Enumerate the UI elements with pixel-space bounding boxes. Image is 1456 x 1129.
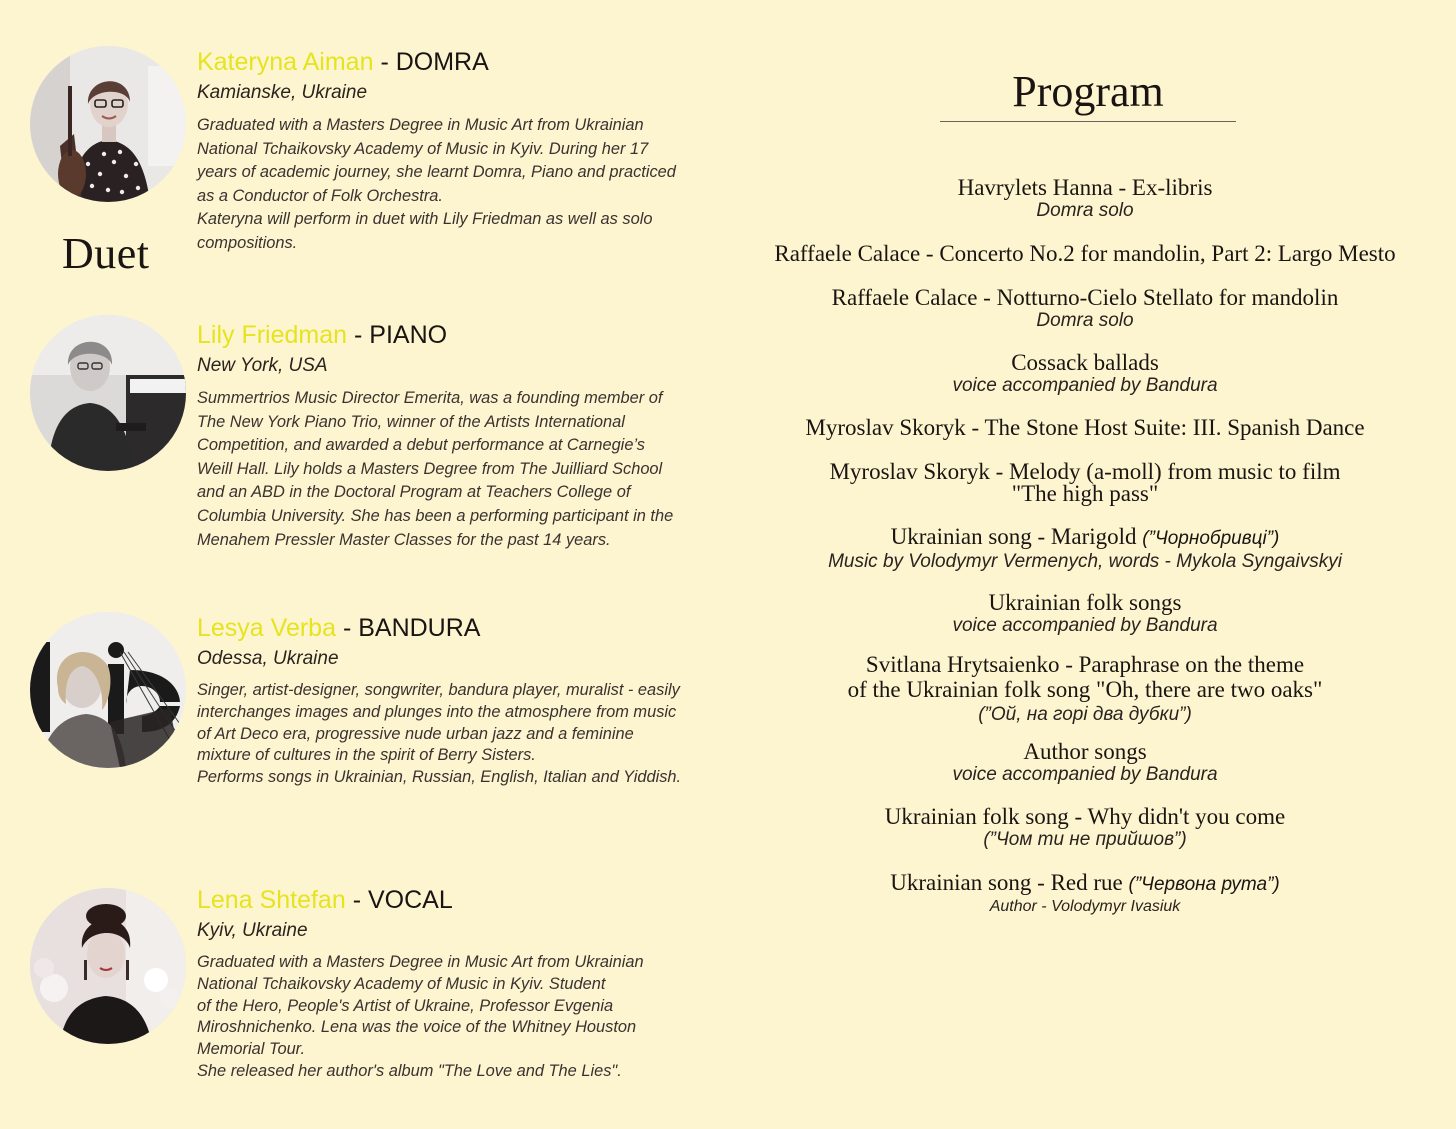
name-separator: - — [345, 886, 368, 914]
bio-line: years of academic journey, she learnt Domra, Piano and practiced — [197, 163, 676, 182]
program-item — [740, 241, 1430, 266]
performer-card — [30, 884, 730, 1094]
program-item — [740, 652, 1430, 726]
program-item-subtitle: voice accompanied by Bandura — [952, 764, 1218, 785]
bio-line: Kateryna will perform in duet with Lily Friedman as well as solo — [197, 210, 653, 229]
program-item-title: Svitlana Hrytsaienko - Paraphrase on the theme — [865, 652, 1305, 677]
program-item-subtitle: voice accompanied by Bandura — [952, 375, 1218, 396]
performer-bio — [197, 114, 722, 256]
performer-name: Lesya Verba — [197, 614, 336, 642]
bio-line: Graduated with a Masters Degree in Music Art from Ukrainian — [197, 116, 644, 134]
performer-instrument: DOMRA — [395, 48, 489, 76]
program-item — [740, 524, 1430, 573]
program-item-title: Author songs — [1023, 739, 1147, 764]
program-item-title: Raffaele Calace - Notturno-Cielo Stellato for mandolin — [831, 285, 1339, 310]
program-item — [740, 804, 1430, 851]
bio-line: Competition, and awarded a debut performance at Carnegie’s — [197, 436, 645, 455]
name-separator: - — [347, 321, 370, 349]
program-item-subtitle: Domra solo — [1036, 310, 1134, 331]
program-item — [740, 459, 1430, 504]
bio-line: Miroshnichenko. Lena was the voice of the Whitney Houston — [197, 1018, 637, 1037]
bio-line: of Art Deco era, progressive nude urban jazz and a feminine — [197, 724, 634, 743]
performer-instrument: PIANO — [369, 321, 448, 349]
name-separator: - — [336, 614, 359, 642]
program-item-title: Ukrainian song - Red rue — [890, 870, 1123, 895]
program-item-title-row — [740, 524, 1430, 551]
performer-instrument: BANDURA — [358, 614, 481, 642]
program-item-title: Havrylets Hanna - Ex-libris — [957, 175, 1213, 200]
performer-card — [30, 612, 730, 802]
performer-location: Kamianske, Ukraine — [197, 82, 368, 103]
program-item-subtitle: Music by Volodymyr Vermenych, words - Mykola Syngaivskyi — [828, 551, 1342, 572]
program-item-subtitle: Domra solo — [1036, 200, 1134, 221]
bio-line: National Tchaikovsky Academy of Music in Kyiv. During her 17 — [197, 139, 649, 158]
program-item — [740, 285, 1430, 332]
bio-line: Performs songs in Ukrainian, Russian, English, Italian and Yiddish. — [197, 768, 682, 787]
performer-card — [30, 46, 730, 261]
bio-line: as a Conductor of Folk Orchestra. — [197, 186, 443, 205]
program-item — [740, 415, 1430, 440]
bio-line: Singer, artist-designer, songwriter, bandura player, muralist - easily — [197, 681, 680, 699]
program-item-title: Ukrainian folk song - Why didn't you come — [884, 804, 1286, 829]
bio-line: National Tchaikovsky Academy of Music in Kyiv. Student — [197, 974, 606, 993]
bio-line: Columbia University. She has been a performing participant in the — [197, 506, 674, 525]
bio-line: The New York Piano Trio, winner of the Artists International — [197, 412, 625, 431]
bio-line: of the Hero, People's Artist of Ukraine, Professor Evgenia — [197, 996, 614, 1015]
program-item-subtitle: (”Чом ти не прийшов”) — [983, 829, 1187, 850]
bio-line: Summertrios Music Director Emerita, was a founding member of — [197, 389, 663, 407]
performer-card — [30, 319, 730, 559]
performer-name: Lena Shtefan — [197, 886, 346, 914]
performer-heading — [197, 46, 722, 78]
bio-line: mixture of cultures in the spirit of Berry Sisters. — [197, 746, 536, 765]
performer-photo — [30, 612, 186, 768]
program-item-title: Ukrainian folk songs — [988, 590, 1182, 615]
performer-photo — [30, 46, 186, 202]
program-title-underline — [940, 121, 1236, 122]
performer-bio — [197, 952, 722, 1083]
bio-line: interchanges images and plunges into the atmosphere from music — [197, 702, 677, 721]
bio-line: Memorial Tour. — [197, 1040, 306, 1059]
program-item — [740, 590, 1430, 637]
program-item-subtitle: voice accompanied by Bandura — [952, 615, 1218, 636]
performer-instrument: VOCAL — [367, 886, 453, 914]
duet-heading: Duet — [62, 229, 150, 278]
program-item-subtitle: (”Ой, на горі два дубки”) — [978, 704, 1192, 725]
performer-location: Odessa, Ukraine — [197, 648, 339, 669]
program-item-title: Myroslav Skoryk - The Stone Host Suite: III. Spanish Dance — [805, 415, 1365, 440]
program-item-title-line2: of the Ukrainian folk song "Oh, there are two oaks" — [847, 677, 1323, 702]
name-separator: - — [373, 48, 396, 76]
program-item-subtitle: Author - Volodymyr Ivasiuk — [989, 898, 1181, 915]
performer-name: Lily Friedman — [197, 321, 348, 349]
program-item-original-title: (”Чорнобривці”) — [1142, 528, 1280, 549]
program-item — [740, 739, 1430, 786]
performer-photo — [30, 888, 186, 1044]
program-item — [740, 350, 1430, 397]
bio-line: compositions. — [197, 233, 298, 252]
performer-heading — [197, 612, 722, 644]
bio-line: Weill Hall. Lily holds a Masters Degree from The Juilliard School — [197, 459, 663, 478]
program-item-title: Myroslav Skoryk - Melody (a-moll) from music to film — [829, 459, 1341, 484]
program-item-title-line2: "The high pass" — [1011, 481, 1159, 506]
program-item-title: Ukrainian song - Marigold — [890, 524, 1137, 549]
bio-line: Graduated with a Masters Degree in Music Art from Ukrainian — [197, 953, 644, 971]
performer-name: Kateryna Aiman — [197, 48, 374, 76]
performer-bio — [197, 387, 722, 552]
program-item-title: Cossack ballads — [1011, 350, 1159, 375]
performer-heading — [197, 319, 722, 351]
bio-line: Menahem Pressler Master Classes for the past 14 years. — [197, 530, 611, 549]
bio-line: and an ABD in the Doctoral Program at Teachers College of — [197, 483, 631, 502]
performer-location: New York, USA — [197, 355, 328, 376]
bio-line: She released her author's album "The Love and The Lies". — [197, 1061, 622, 1080]
program-item-original-title: (”Червона рута”) — [1128, 874, 1280, 895]
program-item — [740, 175, 1430, 222]
performer-bio — [197, 680, 722, 789]
performer-heading — [197, 884, 722, 916]
performer-location: Kyiv, Ukraine — [197, 920, 308, 941]
performer-photo — [30, 315, 186, 471]
program-item-title-row — [740, 870, 1430, 897]
program-item — [740, 870, 1430, 917]
program-item-title: Raffaele Calace - Concerto No.2 for mandolin, Part 2: Largo Mesto — [774, 241, 1396, 266]
program-title: Program — [1012, 67, 1164, 116]
